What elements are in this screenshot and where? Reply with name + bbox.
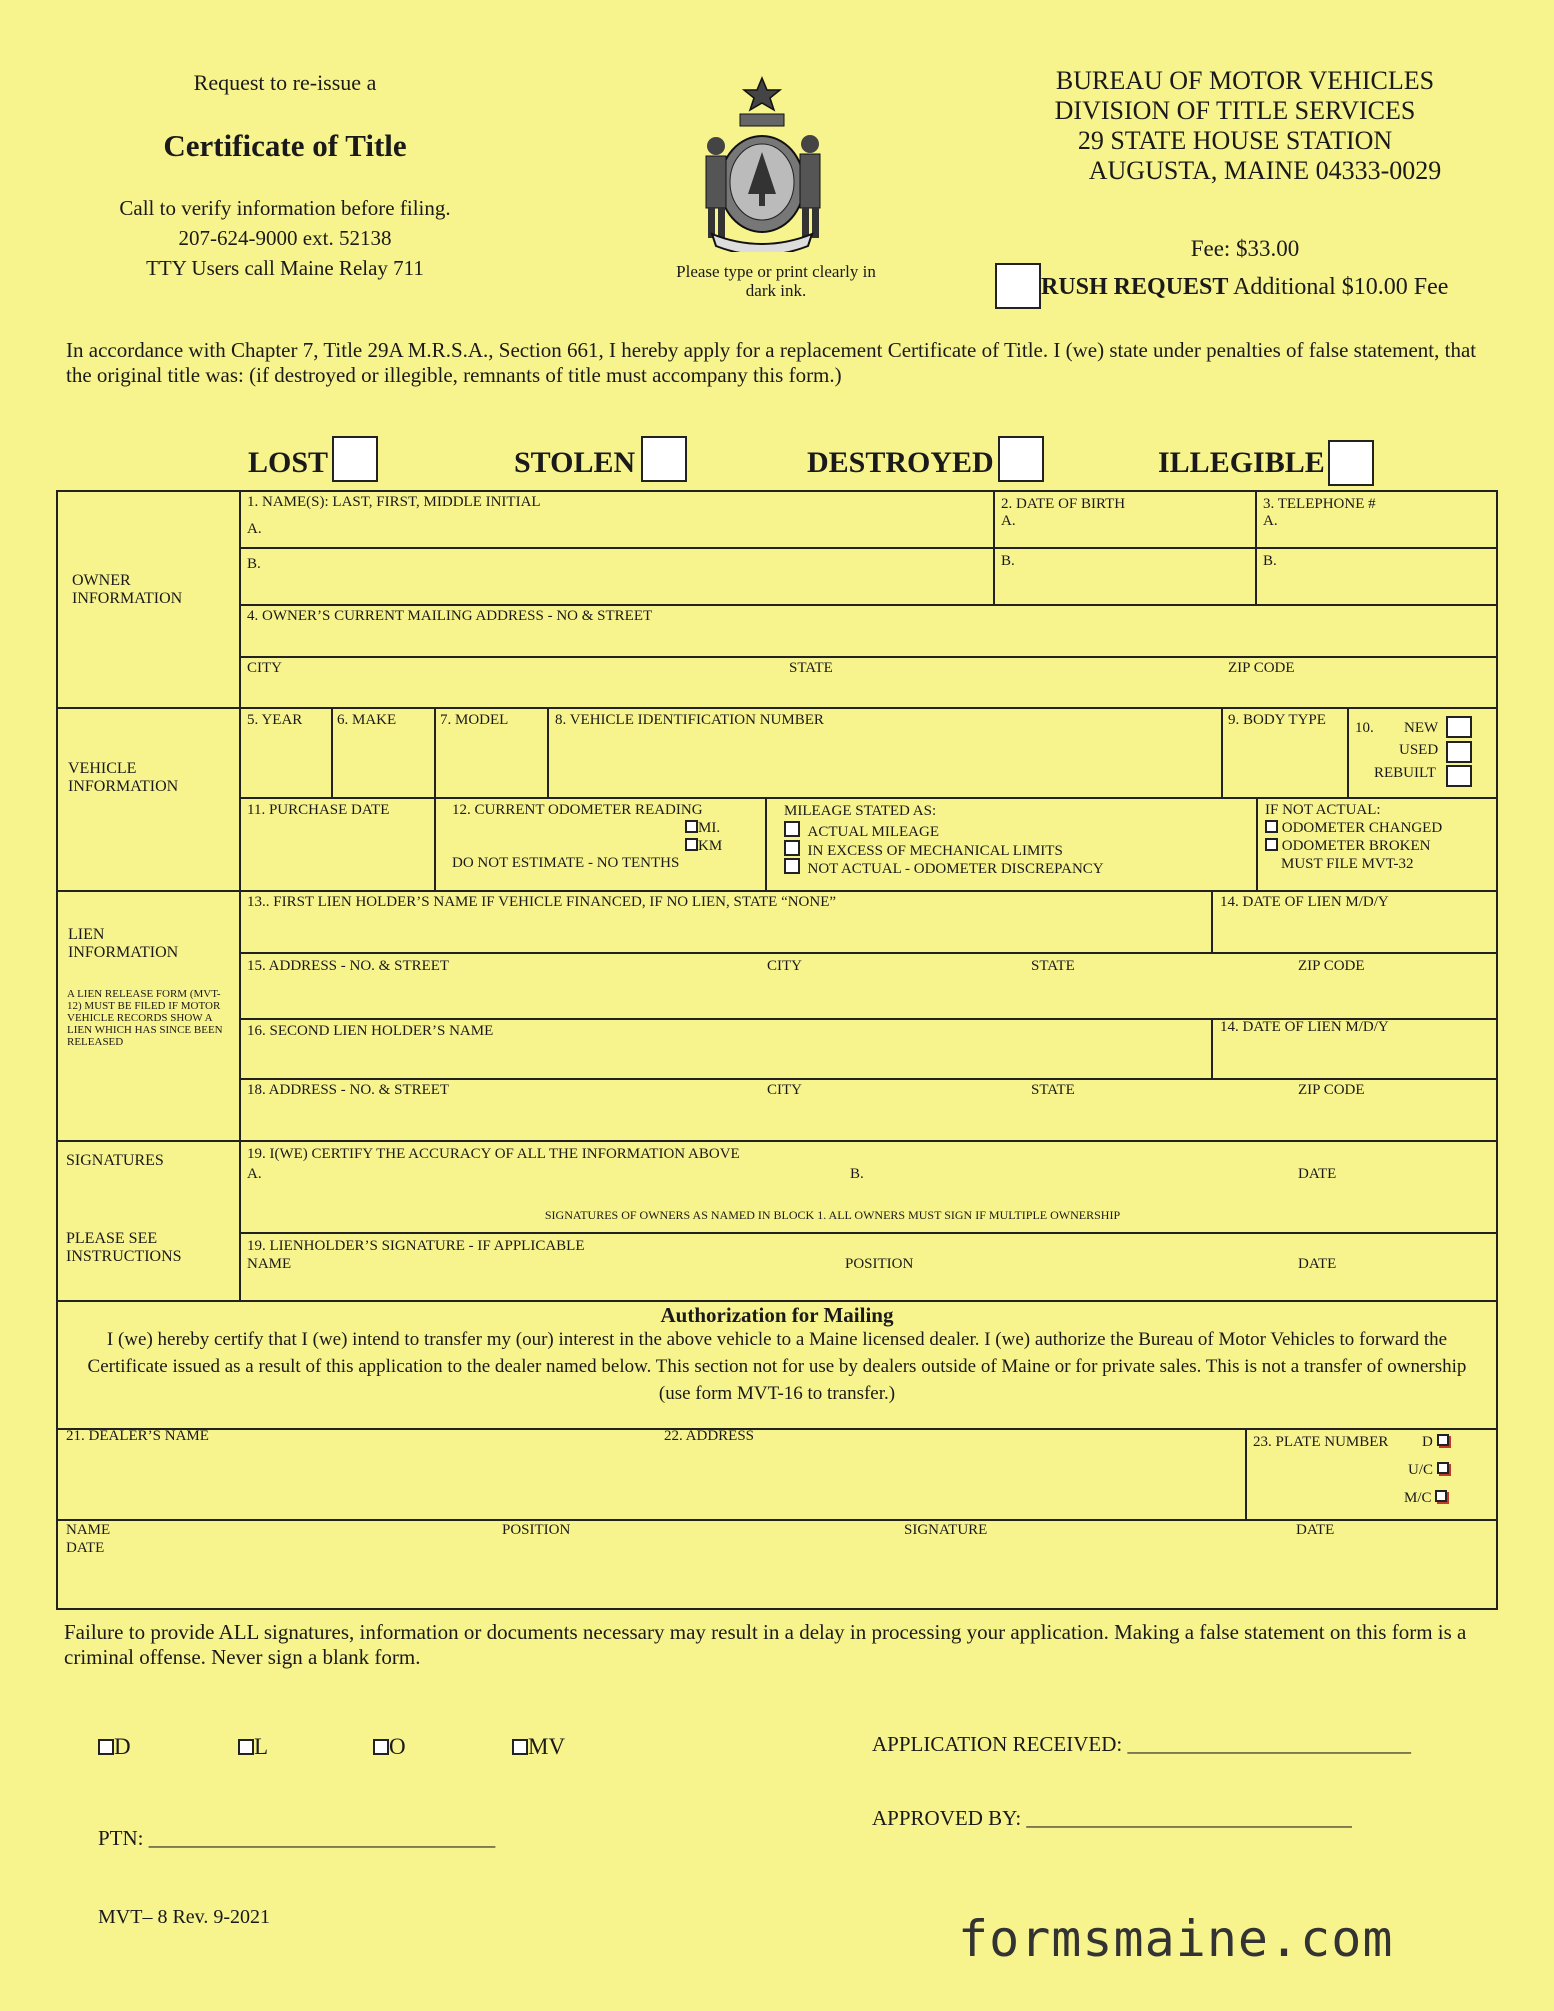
not-actual-option: NOT ACTUAL - ODOMETER DISCREPANCY [784,858,1104,878]
owner-section-label: OWNER INFORMATION [72,572,183,607]
vehicle-section-label: VEHICLE INFORMATION [68,760,179,795]
office-o-checkbox[interactable] [373,1739,389,1755]
make-label: 6. MAKE [337,712,397,728]
telephone-b-label: B. [1263,553,1277,569]
option-destroyed-checkbox[interactable] [998,436,1044,482]
new-checkbox[interactable] [1446,716,1472,738]
watermark: formsmaine.com [958,1910,1394,1968]
owner-zip-label: ZIP CODE [1228,660,1295,676]
lien-release-note: A LIEN RELEASE FORM (MVT-12) MUST BE FILED IF MOTOR VEHICLE RECORDS SHOW A LIEN WHICH HAS SINCE BEEN RELEASED [67,988,223,1048]
owners-sign-note: SIGNATURES OF OWNERS AS NAMED IN BLOCK 1. ALL OWNERS MUST SIGN IF MULTIPLE OWNERSHIP [544,1208,1121,1222]
rush-request-checkbox[interactable] [995,263,1041,309]
dealer-signature-label: SIGNATURE [904,1522,988,1538]
approved-by-line: APPROVED BY: _______________________________ [872,1806,1352,1830]
km-checkbox[interactable] [685,838,698,851]
lien-address-2-label: 18. ADDRESS - NO. & STREET [247,1082,450,1098]
option-lost-checkbox[interactable] [332,436,378,482]
mi-checkbox[interactable] [685,820,698,833]
telephone-label: 3. TELEPHONE # [1263,496,1376,512]
lien-date-1-label: 14. DATE OF LIEN M/D/Y [1220,894,1389,910]
new-label: NEW [1404,720,1439,736]
owner-a-label: A. [247,521,262,537]
tty-note: TTY Users call Maine Relay 711 [146,256,424,280]
option-lost-label: LOST [248,446,329,479]
maine-state-seal [688,72,836,252]
not-actual-checkbox[interactable] [784,858,800,874]
office-d-checkbox[interactable] [98,1739,114,1755]
dealer-date-label: DATE [1296,1522,1335,1538]
request-line: Request to re-issue a [193,70,377,95]
excess-mileage-option: IN EXCESS OF MECHANICAL LIMITS [784,840,1063,860]
first-lienholder-label: 13.. FIRST LIEN HOLDER’S NAME IF VEHICLE FINANCED, IF NO LIEN, STATE “NONE” [247,894,837,910]
lien-zip-1-label: ZIP CODE [1298,958,1365,974]
no-estimate-note: DO NOT ESTIMATE - NO TENTHS [452,855,680,871]
purchase-date-label: 11. PURCHASE DATE [247,802,390,818]
owner-city-label: CITY [247,660,282,676]
telephone-a-label: A. [1263,513,1278,529]
rebuilt-checkbox[interactable] [1446,765,1472,787]
rebuilt-label: REBUILT [1374,765,1436,781]
authorization-title: Authorization for Mailing [660,1303,894,1327]
plate-mc-checkbox[interactable] [1435,1490,1447,1502]
odometer-broken-checkbox[interactable] [1265,838,1278,851]
form-number: MVT– 8 Rev. 9-2021 [98,1906,271,1928]
option-destroyed-label: DESTROYED [807,446,994,479]
dealer-name-label: 21. DEALER’S NAME [66,1428,209,1444]
plate-d-option: D [1422,1434,1449,1451]
dealer-contact-name-label: NAME [66,1522,111,1538]
option-illegible-checkbox[interactable] [1328,440,1374,486]
city-address: AUGUSTA, MAINE 04333-0029 [1088,156,1442,185]
bureau-name: BUREAU OF MOTOR VEHICLES [1055,66,1435,95]
plate-d-checkbox[interactable] [1437,1434,1449,1446]
odometer-label: 12. CURRENT ODOMETER READING [452,802,703,818]
odometer-broken-option: ODOMETER BROKEN [1265,838,1431,855]
certify-label: 19. I(WE) CERTIFY THE ACCURACY OF ALL THE INFORMATION ABOVE [247,1146,740,1162]
lienholder-position-label: POSITION [845,1256,914,1272]
odometer-changed-option: ODOMETER CHANGED [1265,820,1442,837]
plate-uc-checkbox[interactable] [1437,1462,1449,1474]
owner-b-label: B. [247,556,261,572]
office-code-o: O [373,1734,406,1760]
office-code-mv: MV [512,1734,565,1760]
actual-mileage-option: ACTUAL MILEAGE [784,821,939,841]
dealer-position-label: POSITION [502,1522,571,1538]
dob-a-label: A. [1001,513,1016,529]
second-lienholder-label: 16. SECOND LIEN HOLDER’S NAME [247,1023,494,1039]
lien-address-1-label: 15. ADDRESS - NO. & STREET [247,958,450,974]
owner-signature-a-label: A. [247,1166,262,1182]
print-note: Please type or print clearly in dark ink. [676,262,876,300]
option-stolen-label: STOLEN [514,446,636,479]
lien-state-2-label: STATE [1031,1082,1075,1098]
year-label: 5. YEAR [247,712,303,728]
plate-mc-option: M/C [1404,1490,1447,1507]
dob-label: 2. DATE OF BIRTH [1001,496,1126,512]
phone-number: 207-624-9000 ext. 52138 [178,226,392,250]
owner-signature-b-label: B. [850,1166,864,1182]
option-stolen-checkbox[interactable] [641,436,687,482]
office-code-d: D [98,1734,131,1760]
signatures-section-label: SIGNATURES [66,1152,164,1169]
lien-state-1-label: STATE [1031,958,1075,974]
km-option: KM [685,838,722,855]
mvt32-note: MUST FILE MVT-32 [1281,856,1414,872]
owner-signature-date-label: DATE [1298,1166,1337,1182]
application-received-line: APPLICATION RECEIVED: ___________________________ [872,1732,1411,1756]
used-label: USED [1399,742,1439,758]
used-checkbox[interactable] [1446,741,1472,763]
body-type-label: 9. BODY TYPE [1228,712,1326,728]
form-title: Certificate of Title [163,128,407,163]
see-instructions-label: PLEASE SEE INSTRUCTIONS [66,1230,182,1265]
plate-number-label: 23. PLATE NUMBER [1253,1434,1389,1450]
actual-mileage-checkbox[interactable] [784,821,800,837]
station: 29 STATE HOUSE STATION [1077,126,1393,155]
item-10-label: 10. [1355,720,1374,736]
lienholder-signature-label: 19. LIENHOLDER’S SIGNATURE - IF APPLICABLE [247,1238,585,1254]
vin-label: 8. VEHICLE IDENTIFICATION NUMBER [555,712,824,728]
if-not-actual-label: IF NOT ACTUAL: [1265,802,1381,818]
model-label: 7. MODEL [440,712,509,728]
office-mv-checkbox[interactable] [512,1739,528,1755]
owner-name-label: 1. NAME(S): LAST, FIRST, MIDDLE INITIAL [247,494,541,510]
lien-section-label: LIEN INFORMATION [68,926,179,961]
lien-zip-2-label: ZIP CODE [1298,1082,1365,1098]
odometer-changed-checkbox[interactable] [1265,820,1278,833]
option-illegible-label: ILLEGIBLE [1158,446,1325,479]
mi-option: MI. [685,820,720,837]
intro-statement: In accordance with Chapter 7, Title 29A M.R.S.A., Section 661, I hereby apply for a replacement Certificate of Title. I (we) state under penalties of false statement, that the original title was: (if destroyed or illegible, remnants of title must accompany this form.) [66,338,1477,387]
mileage-stated-label: MILEAGE STATED AS: [784,803,937,819]
warning-statement: Failure to provide ALL signatures, information or documents necessary may result in a delay in processing your application. Making a false statement on this form is a criminal offense. Never sign a blank form. [64,1620,1467,1669]
authorization-text: I (we) hereby certify that I (we) intend to transfer my (our) interest in the above vehicle to a Maine licensed dealer. I (we) authorize the Bureau of Motor Vehicles to forward the Certificate issued as a result of this application to the dealer named below. This section not for use by dealers outside of Maine or for private sales. This is not a transfer of ownership (use form MVT-16 to transfer.) [87,1329,1467,1404]
lien-date-2-label: 14. DATE OF LIEN M/D/Y [1220,1019,1389,1035]
fee: Fee: $33.00 [1190,236,1300,261]
dealer-address-label: 22. ADDRESS [664,1428,755,1444]
ptn-line: PTN: _________________________________ [98,1826,496,1850]
excess-mileage-checkbox[interactable] [784,840,800,856]
division-name: DIVISION OF TITLE SERVICES [1054,96,1416,125]
lienholder-date-label: DATE [1298,1256,1337,1272]
dealer-contact-date-under-label: DATE [66,1540,105,1556]
call-verify: Call to verify information before filing. [119,196,451,220]
lienholder-name-label: NAME [247,1256,292,1272]
office-l-checkbox[interactable] [238,1739,254,1755]
owner-state-label: STATE [789,660,833,676]
dob-b-label: B. [1001,553,1015,569]
lien-city-2-label: CITY [767,1082,802,1098]
office-code-l: L [238,1734,268,1760]
lien-city-1-label: CITY [767,958,802,974]
plate-uc-option: U/C [1408,1462,1449,1479]
mailing-address-label: 4. OWNER’S CURRENT MAILING ADDRESS - NO & STREET [247,608,653,624]
rush-request-label: RUSH REQUEST Additional $10.00 Fee [1041,274,1449,300]
